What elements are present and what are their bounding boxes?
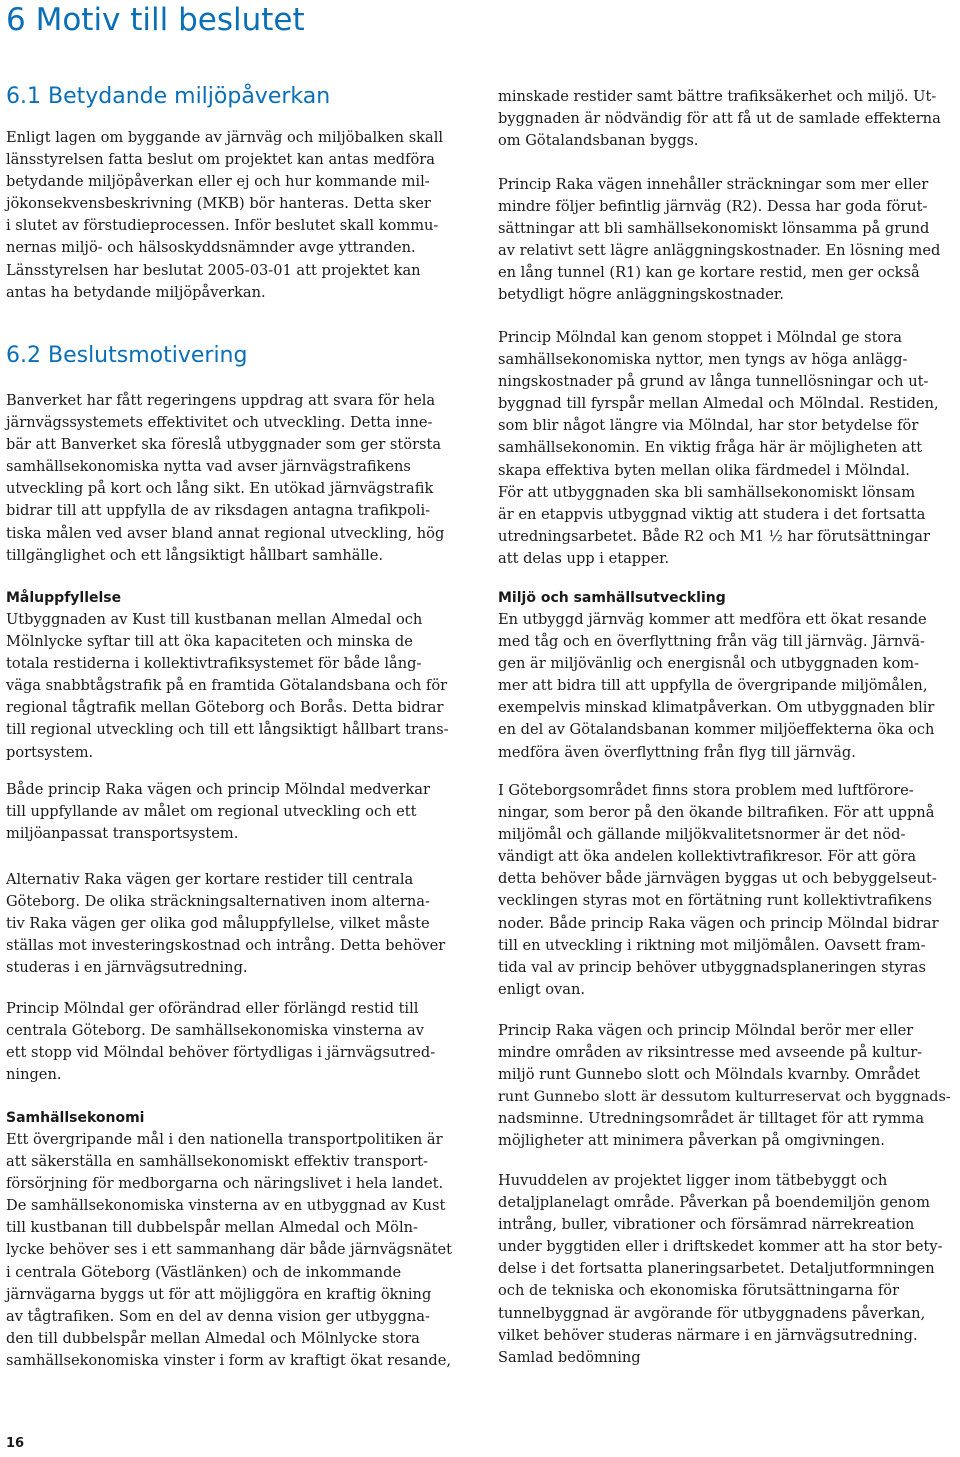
text-line: Princip Raka vägen innehåller sträckningar som mer eller — [498, 176, 929, 193]
text-line: miljömål och gällande miljökvalitetsnormer är det nöd- — [498, 826, 906, 844]
text-line: till en utveckling i riktning mot miljömålen. Oavsett fram- — [498, 936, 926, 954]
paragraph-maluppfyllelse-1 — [6, 609, 469, 764]
section-heading-6-1: 6.1 Betydande miljöpåverkan — [6, 84, 331, 109]
paragraph-maluppfyllelse-3 — [6, 869, 469, 979]
text-line: skapa effektiva byten mellan olika färdmedel i Mölndal. — [498, 461, 910, 479]
text-line: Alternativ Raka vägen ger kortare restider till centrala — [6, 871, 414, 888]
text-line: en del av Götalandsbanan kommer miljöeffekterna öka och — [498, 721, 935, 739]
text-line: Samlad bedömning — [498, 1348, 641, 1366]
text-line: portsystem. — [6, 743, 94, 761]
text-line: runt Gunnebo slott är dessutom kulturreservat och byggnads- — [498, 1089, 951, 1106]
text-line: utredningsarbetet. Både R2 och M1 ½ har förutsättningar — [498, 527, 930, 545]
paragraph-miljo-1 — [498, 609, 951, 764]
text-line: delse i det fortsatta planeringsarbetet. Detaljutformningen — [498, 1260, 935, 1278]
text-line: om Götalandsbanan byggs. — [498, 132, 699, 150]
subheading-maluppfyllelse — [6, 587, 469, 609]
page-title: 6 Motiv till beslutet — [6, 2, 305, 38]
text-line: mer att bidra till att uppfylla de övergripande miljömålen, — [498, 677, 928, 695]
text-line: mindre områden av riksintresse med avseende på kultur- — [498, 1044, 923, 1062]
text-line: byggnad till fyrspår mellan Almedal och Mölndal. Restiden, — [498, 395, 939, 413]
text-line: till uppfyllande av målet om regional utveckling och ett — [6, 803, 417, 821]
subheading-samhallsekonomi-text: Samhällsekonomi — [6, 1110, 145, 1126]
text-line: totala restiderna i kollektivtrafiksystemet för både lång- — [6, 655, 422, 673]
text-line: till regional utveckling och till ett långsiktigt hållbart trans- — [6, 721, 449, 739]
text-line: medföra även överflyttning från flyg till järnväg. — [498, 743, 856, 761]
text-line: ningen. — [6, 1066, 62, 1084]
text-line: ningskostnader på grund av långa tunnellösningar och ut- — [498, 373, 929, 391]
text-line: järnvägssystemets effektivitet och utveckling. Detta inne- — [6, 414, 433, 432]
page-number: 16 — [6, 1436, 25, 1451]
text-line: samhällsekonomiska nyttor, men tyngs av höga anlägg- — [498, 351, 908, 369]
text-line: till kustbanan till dubbelspår mellan Almedal och Möln- — [6, 1219, 418, 1237]
text-line: Ett övergripande mål i den nationella transportpolitiken är — [6, 1131, 443, 1148]
text-line: som blir något längre via Mölndal, har stor betydelse för — [498, 417, 919, 435]
text-line: tiska målen ved avser bland annat regional utveckling, hög — [6, 524, 445, 542]
text-line: vecklingen styras mot en förtätning runt kollektivtrafikens — [498, 892, 933, 910]
paragraph-right-2 — [498, 174, 951, 307]
text-line: miljö runt Gunnebo slott och Mölndals kvarnby. Området — [498, 1066, 921, 1084]
text-line: Både princip Raka vägen och princip Mölndal medverkar — [6, 781, 430, 798]
text-line: betydande miljöpåverkan eller ej och hur kommande mil- — [6, 173, 430, 191]
text-line: länsstyrelsen fatta beslut om projektet kan antas medföra — [6, 151, 435, 169]
text-line: bär att Banverket ska föreslå utbyggnader som ger största — [6, 436, 442, 454]
text-line: tiv Raka vägen ger olika god måluppfyllelse, vilket måste — [6, 915, 430, 933]
text-line: ningar, som beror på den ökande biltrafiken. För att uppnå — [498, 804, 935, 822]
text-line: är en etappvis utbyggnad viktig att studera i det fortsatta — [498, 505, 926, 523]
text-line: ställas mot investeringskostnad och intrång. Detta behöver — [6, 937, 446, 955]
text-line: vilket behöver studeras närmare i en järnvägsutredning. — [498, 1326, 918, 1344]
text-line: intrång, buller, vibrationer och försämrad närrekreation — [498, 1216, 915, 1234]
paragraph-miljo-2 — [498, 780, 951, 1001]
text-line: tillgänglighet och ett långsiktigt hållbart samhälle. — [6, 546, 384, 564]
text-line: möjligheter att minimera påverkan på omgivningen. — [498, 1132, 885, 1150]
text-line: En utbyggd järnväg kommer att medföra ett ökat resande — [498, 611, 927, 628]
text-line: antas ha betydande miljöpåverkan. — [6, 283, 266, 301]
text-line: jökonsekvensbeskrivning (MKB) bör hanteras. Detta sker — [6, 195, 431, 213]
text-line: nadsminne. Utredningsområdet är tilltaget för att rymma — [498, 1110, 925, 1128]
text-line: ett stopp vid Mölndal behöver förtydligas i järnvägsutred- — [6, 1044, 436, 1062]
text-line: Banverket har fått regeringens uppdrag att svara för hela — [6, 392, 436, 409]
text-line: i slutet av förstudieprocessen. Inför beslutet skall kommu- — [6, 217, 439, 235]
paragraph-right-3 — [498, 327, 951, 570]
paragraph-maluppfyllelse-4 — [6, 998, 469, 1086]
text-line: noder. Både princip Raka vägen och princip Mölndal bidrar — [498, 914, 939, 932]
subheading-miljo — [498, 587, 951, 609]
paragraph-maluppfyllelse-2 — [6, 779, 469, 845]
subheading-samhallsekonomi — [6, 1107, 469, 1129]
text-line: utveckling på kort och lång sikt. En utökad järnvägstrafik — [6, 480, 434, 498]
text-line: mindre följer befintlig järnväg (R2). Dessa har goda förut- — [498, 198, 928, 216]
text-line: minskade restider samt bättre trafiksäkerhet och miljö. Ut- — [498, 88, 937, 105]
text-line: regional tågtrafik mellan Göteborg och Borås. Detta bidrar — [6, 699, 444, 717]
subheading-maluppfyllelse-text: Måluppfyllelse — [6, 590, 122, 606]
text-line: I Göteborgsområdet finns stora problem med luftförore- — [498, 782, 914, 799]
text-line: nernas miljö- och hälsoskyddsnämnder avge yttranden. — [6, 239, 416, 257]
text-line: samhällsekonomin. En viktig fråga här är möjligheten att — [498, 439, 923, 457]
text-line: centrala Göteborg. De samhällsekonomiska vinsterna av — [6, 1022, 424, 1040]
text-line: bidrar till att uppfylla de av riksdagen antagna trafikpoli- — [6, 502, 431, 520]
paragraph-samhallsekonomi-1 — [6, 1129, 469, 1372]
text-line: tida val av princip behöver utbyggnadsplaneringen styras — [498, 958, 926, 976]
text-line: försörjning för medborgarna och näringslivet i hela landet. — [6, 1175, 444, 1193]
text-line: väga snabbtågstrafik på en framtida Götalandsbana och för — [6, 677, 448, 695]
text-line: Princip Raka vägen och princip Mölndal berör mer eller — [498, 1022, 914, 1039]
text-line: gen är miljövänlig och energisnål och utbyggnaden kom- — [498, 655, 920, 673]
text-line: av relativt sett lägre anläggningskostnader. En lösning med — [498, 242, 941, 260]
paragraph-6-1 — [6, 127, 469, 304]
text-line: under byggtiden eller i driftskedet kommer att ha stor bety- — [498, 1238, 943, 1256]
text-line: betydligt högre anläggningskostnader. — [498, 286, 784, 304]
text-line: vändigt att öka andelen kollektivtrafikresor. För att göra — [498, 848, 917, 866]
paragraph-6-2-intro — [6, 390, 469, 567]
text-line: detaljplanelagt område. Påverkan på boendemiljön genom — [498, 1194, 930, 1212]
text-line: tunnelbyggnad är avgörande för utbyggnadens påverkan, — [498, 1304, 926, 1322]
text-line: att säkerställa en samhällsekonomiskt effektiv transport- — [6, 1153, 429, 1171]
text-line: samhällsekonomiska nytta vad avser järnvägstrafikens — [6, 458, 411, 476]
text-line: lycke behöver ses i ett sammanhang där både järnvägsnätet — [6, 1241, 453, 1259]
subheading-miljo-text: Miljö och samhällsutveckling — [498, 590, 726, 606]
paragraph-miljo-3 — [498, 1020, 951, 1153]
text-line: en lång tunnel (R1) kan ge kortare restid, men ger också — [498, 264, 920, 282]
section-heading-6-2: 6.2 Beslutsmotivering — [6, 343, 248, 368]
text-line: att delas upp i etapper. — [498, 549, 670, 567]
text-line: De samhällsekonomiska vinsterna av en utbyggnad av Kust — [6, 1197, 446, 1215]
text-line: samhällsekonomiska vinster i form av kraftigt ökat resande, — [6, 1351, 451, 1369]
paragraph-right-1 — [498, 86, 951, 152]
text-line: studeras i en järnvägsutredning. — [6, 959, 248, 977]
text-line: byggnaden är nödvändig för att få ut de samlade effekterna — [498, 110, 941, 128]
text-line: Länsstyrelsen har beslutat 2005-03-01 att projektet kan — [6, 261, 421, 279]
text-line: Princip Mölndal kan genom stoppet i Mölndal ge stora — [498, 329, 902, 346]
text-line: exempelvis minskad klimatpåverkan. Om utbyggnaden blir — [498, 699, 935, 717]
text-line: miljöanpassat transportsystem. — [6, 825, 239, 843]
text-line: i centrala Göteborg (Västlänken) och de inkommande — [6, 1263, 402, 1281]
text-line: detta behöver både järnvägen byggas ut och bebyggelseut- — [498, 870, 937, 888]
text-line: och de tekniska och ekonomiska förutsättningarna för — [498, 1282, 900, 1300]
text-line: av tågtrafiken. Som en del av denna vision ger utbyggna- — [6, 1307, 430, 1325]
text-line: Utbyggnaden av Kust till kustbanan mellan Almedal och — [6, 611, 423, 628]
text-line: Mölnlycke syftar till att öka kapaciteten och minska de — [6, 633, 413, 651]
text-line: Enligt lagen om byggande av järnväg och miljöbalken skall — [6, 129, 444, 146]
text-line: För att utbyggnaden ska bli samhällsekonomiskt lönsam — [498, 483, 916, 501]
text-line: enligt ovan. — [498, 980, 585, 998]
paragraph-miljo-4 — [498, 1170, 951, 1369]
left-column — [6, 0, 469, 1457]
text-line: sättningar att bli samhällsekonomiskt lönsamma på grund — [498, 220, 930, 238]
text-line: den till dubbelspår mellan Almedal och Mölnlycke stora — [6, 1329, 420, 1347]
text-line: Göteborg. De olika sträckningsalternativen inom alterna- — [6, 893, 430, 911]
text-line: med tåg och en överflyttning från väg till järnväg. Järnvä- — [498, 633, 925, 651]
text-line: järnvägarna byggs ut för att möjliggöra en kraftig ökning — [6, 1285, 432, 1303]
text-line: Princip Mölndal ger oförändrad eller förlängd restid till — [6, 1000, 419, 1017]
right-column — [498, 0, 951, 1457]
text-line: Huvuddelen av projektet ligger inom tätbebyggt och — [498, 1172, 888, 1189]
